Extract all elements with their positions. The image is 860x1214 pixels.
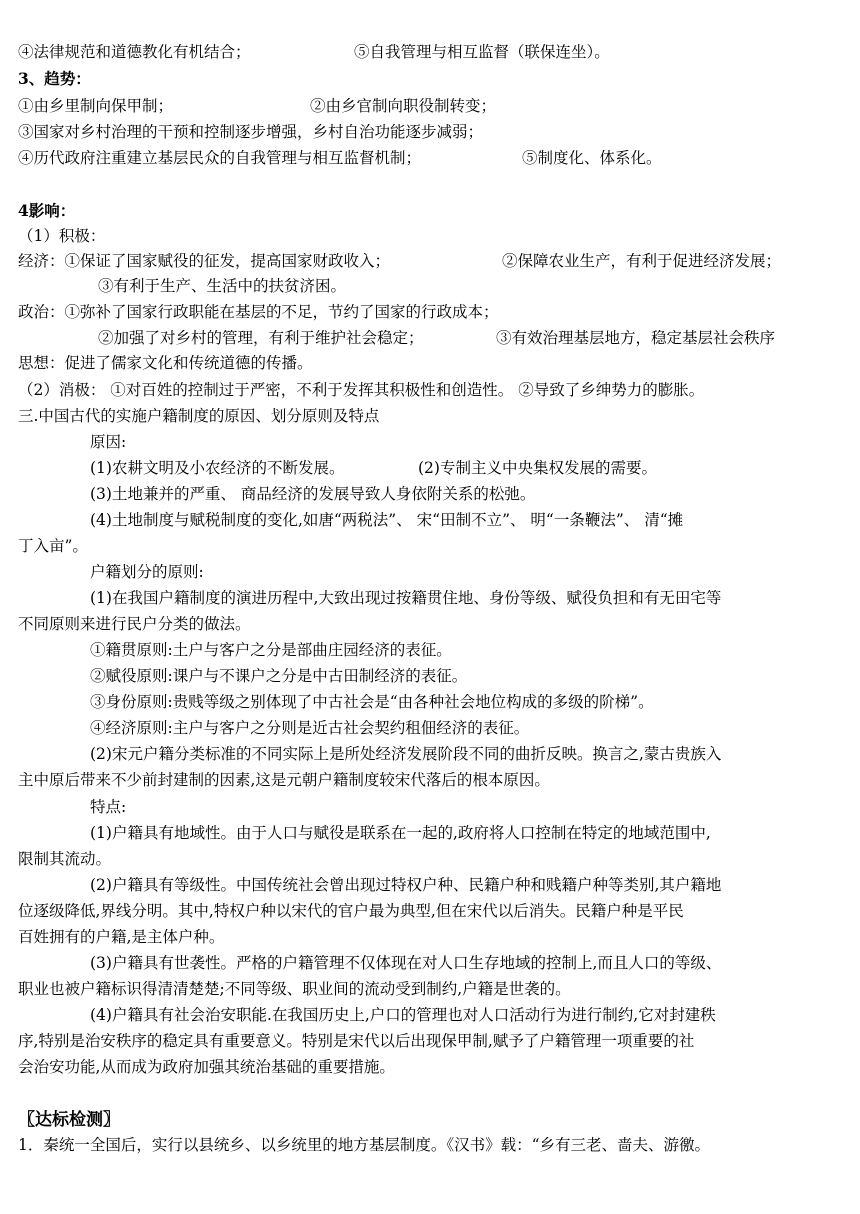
text-line: (4)户籍具有社会治安职能.在我国历史上,户口的管理也对人口活动行为进行制约,它对封建秩 [90,1006,716,1024]
text-line: ②保障农业生产，有利于促进经济发展； [502,252,782,270]
section-heading: 4影响： [18,201,76,220]
subheading: 户籍划分的原则: [90,563,204,581]
text-line: 思想：促进了儒家文化和传统道德的传播。 [18,354,313,372]
subheading: 原因: [90,433,127,451]
section-heading: 三.中国古代的实施户籍制度的原因、划分原则及特点 [18,407,380,425]
text-line: ③国家对乡村治理的干预和控制逐步增强，乡村自治功能逐步减弱； [18,123,484,141]
subheading: 特点: [90,798,127,816]
section-heading: 〖达标检测〗 [18,1110,120,1130]
text-line: (4)土地制度与赋税制度的变化,如唐“两税法”、 宋“田制不立”、 明“一条鞭法”、 清“摊 [90,511,684,529]
text-line: （2）消极： ①对百姓的控制过于严密，不利于发挥其积极性和创造性。 ②导致了乡绅势力的膨胀。 [18,381,705,399]
text-line: 限制其流动。 [18,850,112,868]
text-line: (2)宋元户籍分类标准的不同实际上是所处经济发展阶段不同的曲折反映。换言之,蒙古贵族入 [90,745,722,763]
section-heading: 3、趋势： [18,69,91,88]
text-line: (1)户籍具有地域性。由于人口与赋役是联系在一起的,政府将人口控制在特定的地域范围中, [90,824,711,842]
text-line: 百姓拥有的户籍,是主体户种。 [18,928,225,946]
text-line: ③有效治理基层地方，稳定基层社会秩序 [496,329,776,347]
text-line: ②由乡官制向职役制转变； [310,97,497,115]
text-line: (3)土地兼并的严重、 商品经济的发展导致人身依附关系的松弛。 [90,485,536,503]
text-line: ②加强了对乡村的管理，有利于维护社会稳定； [98,329,424,347]
text-line: 经济：①保证了国家赋役的征发，提高国家财政收入； [18,252,391,270]
text-line: ①由乡里制向保甲制； [18,97,174,115]
text-line: (2)专制主义中央集权发展的需要。 [418,459,657,477]
text-line: （1）积极： [18,227,106,245]
text-line: 政治：①弥补了国家行政职能在基层的不足，节约了国家的行政成本； [18,303,499,321]
text-line: ②赋役原则:课户与不课户之分是中古田制经济的表征。 [90,667,468,685]
text-line: ④经济原则:主户与客户之分则是近古社会契约租佃经济的表征。 [90,719,530,737]
text-line: (1)在我国户籍制度的演进历程中,大致出现过按籍贯住地、身份等级、赋役负担和有无田宅等 [90,589,722,607]
text-line: 位逐级降低,界线分明。其中,特权户种以宋代的官户最为典型,但在宋代以后消失。民籍户种是平民 [18,902,684,920]
text-line: ④法律规范和道德教化有机结合； [18,43,251,61]
text-line: (3)户籍具有世袭性。严格的户籍管理不仅体现在对人口生存地域的控制上,而且人口的等级、 [90,954,722,972]
text-line: 会治安功能,从而成为政府加强其统治基础的重要措施。 [18,1058,395,1076]
question-text: 1．秦统一全国后，实行以县统乡、以乡统里的地方基层制度。《汉书》载：“乡有三老、啬夫、游徼。 [18,1136,711,1154]
text-line: ④历代政府注重建立基层民众的自我管理与相互监督机制； [18,149,422,167]
text-line: 序,特别是治安秩序的稳定具有重要意义。特别是宋代以后出现保甲制,赋予了户籍管理一项重要的社 [18,1032,695,1050]
text-line: 不同原则来进行民户分类的做法。 [18,615,251,633]
text-line: 职业也被户籍标识得清清楚楚;不同等级、职业间的流动受到制约,户籍是世袭的。 [18,980,571,998]
text-line: ①籍贯原则:土户与客户之分是部曲庄园经济的表征。 [90,641,452,659]
text-line: ⑤制度化、体系化。 [522,149,662,167]
text-line: 主中原后带来不少前封建制的因素,这是元朝户籍制度较宋代落后的根本原因。 [18,771,550,789]
text-line: ⑤自我管理与相互监督（联保连坐）。 [354,43,610,61]
text-line: (1)农耕文明及小农经济的不断发展。 [90,459,345,477]
text-line: 丁入亩”。 [18,537,88,555]
text-line: (2)户籍具有等级性。中国传统社会曾出现过特权户种、民籍户种和贱籍户种等类别,其户籍地 [90,876,722,894]
text-line: ③身份原则:贵贱等级之别体现了中古社会是“由各种社会地位构成的多级的阶梯”。 [90,693,654,711]
text-line: ③有利于生产、生活中的扶贫济困。 [98,277,347,295]
